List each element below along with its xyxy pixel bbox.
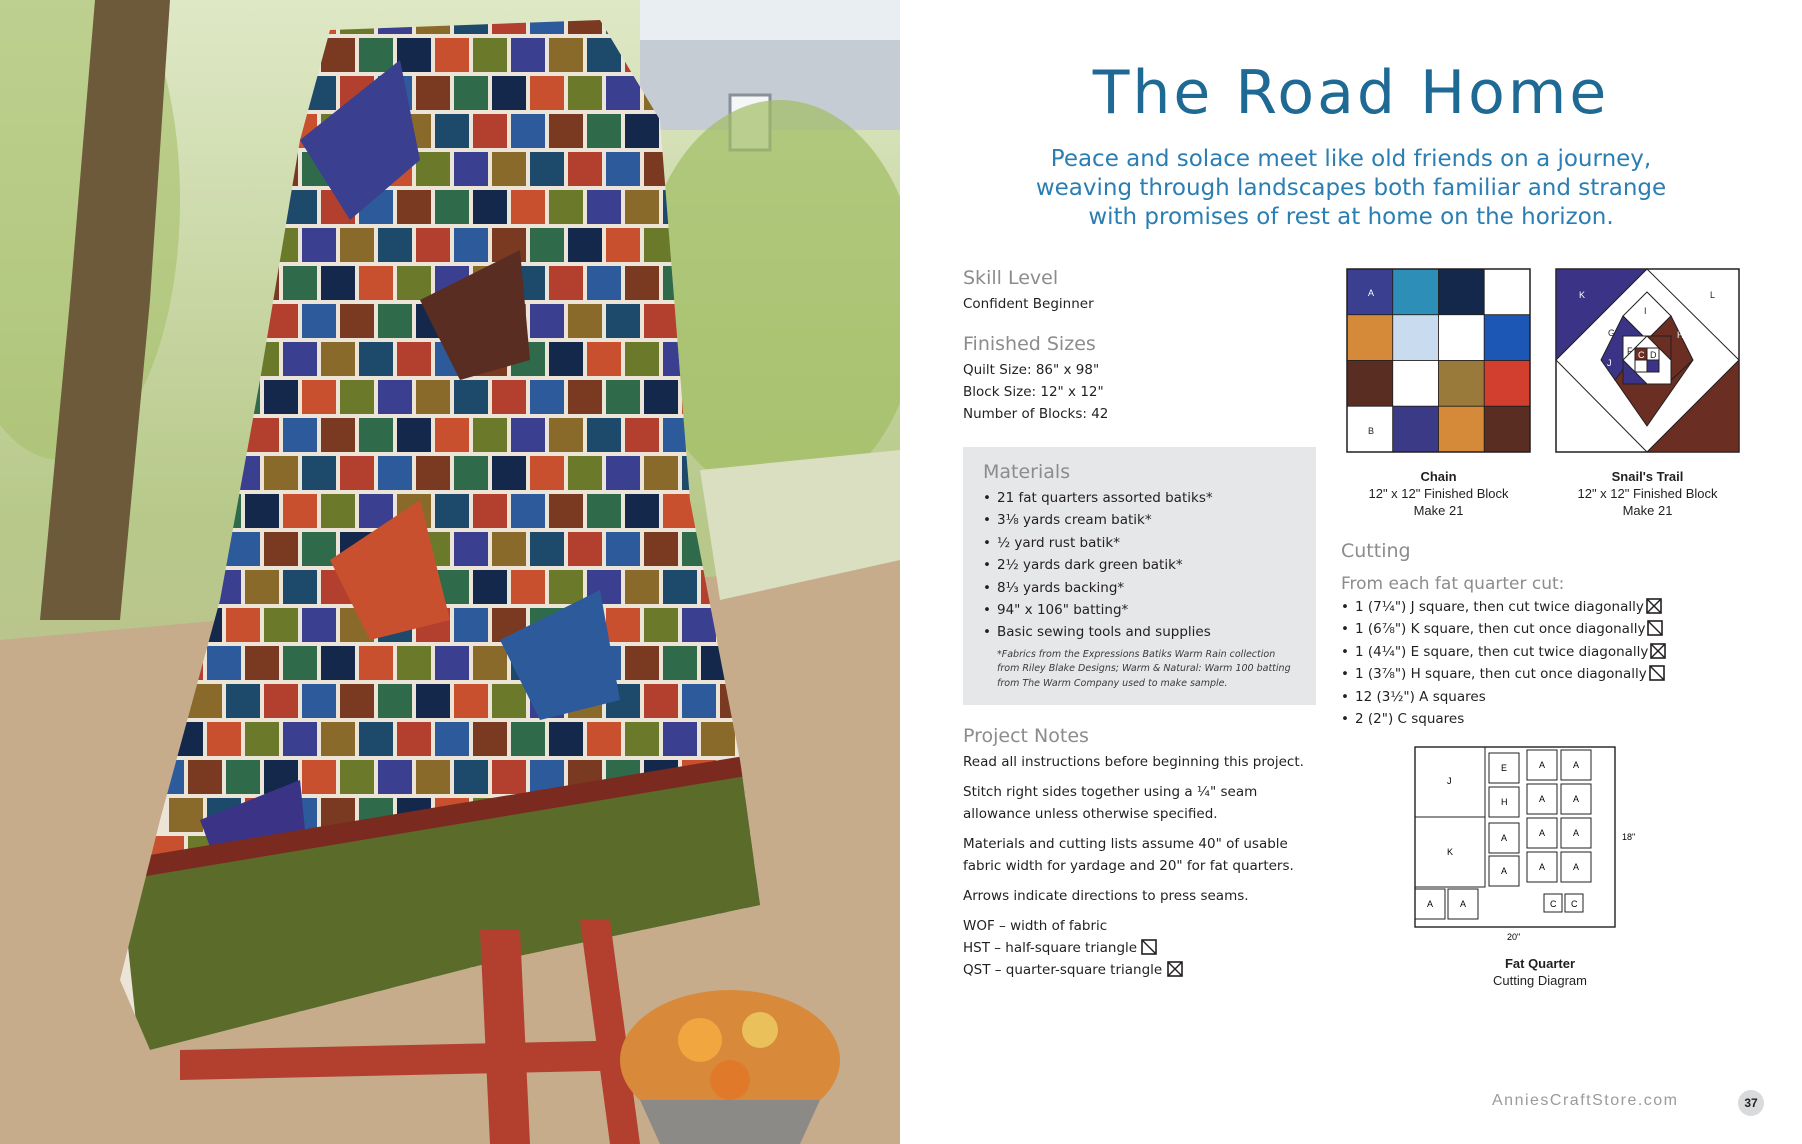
- materials-item: • 8⅓ yards backing*: [983, 577, 1296, 599]
- quilt-patch: [283, 570, 317, 604]
- quilt-patch: [549, 114, 583, 148]
- fq-label-c: C: [1550, 899, 1557, 909]
- chain-patch: [1439, 406, 1485, 452]
- intro-line: with promises of rest at home on the horizon.: [1088, 204, 1614, 230]
- quilt-patch: [397, 190, 431, 224]
- quilt-patch: [302, 684, 336, 718]
- qst-icon: [1650, 643, 1666, 659]
- materials-box: [963, 447, 1316, 705]
- quilt-patch: [416, 456, 450, 490]
- quilt-patch: [454, 228, 488, 262]
- quilt-patch: [283, 722, 317, 756]
- finished-sizes-section: [963, 333, 1303, 425]
- abbrev-hst-text: HST – half-square triangle: [963, 940, 1138, 956]
- quilt-patch: [625, 190, 659, 224]
- qst-icon: [1646, 598, 1662, 614]
- snail-label: J: [1607, 358, 1612, 368]
- skill-level-heading: Skill Level: [963, 267, 1059, 289]
- quilt-patch: [302, 304, 336, 338]
- materials-item: • 21 fat quarters assorted batiks*: [983, 487, 1296, 509]
- quilt-patch: [340, 228, 374, 262]
- materials-item: • 2½ yards dark green batik*: [983, 554, 1296, 576]
- quilt-patch: [359, 342, 393, 376]
- quilt-patch: [435, 38, 469, 72]
- quilt-patch: [321, 494, 355, 528]
- note-paragraph: Arrows indicate directions to press seams.: [963, 888, 1249, 904]
- chain-size: 12" x 12" Finished Block: [1368, 486, 1509, 501]
- quilt-patch: [283, 266, 317, 300]
- quilt-patch: [207, 646, 241, 680]
- abbrev-qst-text: QST – quarter-square triangle: [963, 962, 1163, 978]
- materials-item: • 94" x 106" batting*: [983, 599, 1296, 621]
- quilt-patch: [435, 646, 469, 680]
- quilt-patch: [435, 494, 469, 528]
- quilt-patch: [397, 266, 431, 300]
- qst-icon: [1167, 961, 1183, 977]
- cutting-item: [1341, 641, 1701, 663]
- quilt-patch: [549, 266, 583, 300]
- chain-patch: [1484, 406, 1530, 452]
- quilt-patch: [454, 684, 488, 718]
- quilt-patch: [264, 456, 298, 490]
- quilt-patch: [226, 760, 260, 794]
- cutting-item: [1341, 686, 1701, 708]
- quilt-patch: [625, 646, 659, 680]
- quilt-patch: [359, 38, 393, 72]
- quilt-patch: [568, 76, 602, 110]
- quilt-patch: [359, 722, 393, 756]
- snail-label: E: [1651, 322, 1658, 332]
- skill-level-section: [963, 267, 1303, 315]
- quilt-patch: [321, 266, 355, 300]
- hst-icon: [1647, 620, 1663, 636]
- quilt-patch: [473, 722, 507, 756]
- page-title: The Road Home: [1092, 58, 1610, 128]
- quilt-patch: [492, 532, 526, 566]
- quilt-patch: [454, 760, 488, 794]
- quilt-patch: [245, 494, 279, 528]
- snail-label: H: [1677, 330, 1684, 340]
- cutting-item: [1341, 708, 1701, 730]
- quilt-patch: [663, 646, 697, 680]
- snail-label: I: [1644, 306, 1647, 316]
- snail-label: F: [1627, 346, 1633, 356]
- materials-item: • 3⅛ yards cream batik*: [983, 509, 1296, 531]
- quilt-patch: [397, 722, 431, 756]
- project-notes-section: [963, 725, 1323, 981]
- quilt-patch: [397, 38, 431, 72]
- quilt-patch: [625, 114, 659, 148]
- fq-label-a: A: [1573, 828, 1580, 838]
- quilt-patch: [663, 570, 697, 604]
- quilt-patch: [549, 494, 583, 528]
- chain-block-diagram: [1346, 268, 1531, 453]
- abbrev-hst: [963, 937, 1323, 959]
- materials-heading: Materials: [983, 461, 1071, 483]
- skill-level-value: Confident Beginner: [963, 296, 1094, 312]
- quilt-patch: [321, 418, 355, 452]
- quilt-patch: [378, 304, 412, 338]
- quilt-patch: [473, 494, 507, 528]
- snail-label: C: [1638, 350, 1645, 360]
- quilt-patch: [530, 152, 564, 186]
- quilt-patch: [321, 342, 355, 376]
- snails-trail-block: [1555, 268, 1740, 519]
- quilt-patch: [473, 38, 507, 72]
- note-paragraph: Read all instructions before beginning this project.: [963, 754, 1304, 770]
- quilt-patch: [207, 722, 241, 756]
- quilt-patch: [435, 418, 469, 452]
- quilt-patch: [473, 418, 507, 452]
- quilt-patch: [511, 190, 545, 224]
- chain-patch: [1393, 315, 1439, 361]
- quilt-patch: [511, 418, 545, 452]
- quilt-patch: [568, 304, 602, 338]
- fq-label-a: A: [1539, 862, 1546, 872]
- quilt-patch: [568, 456, 602, 490]
- quilt-patch: [283, 418, 317, 452]
- quilt-patch: [378, 380, 412, 414]
- quilt-patch: [378, 456, 412, 490]
- chain-patch: [1484, 269, 1530, 315]
- fq-subtitle: Cutting Diagram: [1493, 973, 1587, 988]
- quilt-patch: [492, 684, 526, 718]
- cutting-item-text: 1 (6⅞") K square, then cut once diagonally: [1355, 621, 1646, 638]
- quilt-patch: [587, 342, 621, 376]
- quilt-patch: [454, 76, 488, 110]
- chain-patch: [1484, 361, 1530, 407]
- chain-patch: [1393, 269, 1439, 315]
- quilt-patch: [644, 608, 678, 642]
- quilt-patch: [587, 114, 621, 148]
- chain-patch: [1393, 406, 1439, 452]
- abbrev-qst: [963, 959, 1323, 981]
- quilt-patch: [568, 152, 602, 186]
- quilt-patch: [454, 608, 488, 642]
- quilt-patch: [416, 760, 450, 794]
- snails-trail-diagram: [1555, 268, 1740, 453]
- quilt-patch: [606, 532, 640, 566]
- quilt-patch: [340, 760, 374, 794]
- quilt-patch: [568, 380, 602, 414]
- materials-list: [983, 487, 1296, 644]
- materials-item: • ½ yard rust batik*: [983, 532, 1296, 554]
- quilt-patch: [625, 570, 659, 604]
- quilt-photo: [0, 0, 900, 1144]
- quilt-patch: [473, 570, 507, 604]
- quilt-patch: [701, 722, 735, 756]
- fq-label-a: A: [1427, 899, 1434, 909]
- quilt-patch: [473, 646, 507, 680]
- fq-caption: [1412, 955, 1668, 989]
- quilt-patch: [606, 152, 640, 186]
- snail-label: L: [1710, 290, 1716, 300]
- number-of-blocks: Number of Blocks: 42: [963, 406, 1109, 422]
- quilt-patch: [625, 418, 659, 452]
- quilt-patch: [473, 190, 507, 224]
- snail-size: 12" x 12" Finished Block: [1577, 486, 1718, 501]
- chain-patch: [1347, 315, 1393, 361]
- quilt-patch: [568, 532, 602, 566]
- quilt-patch: [530, 76, 564, 110]
- quilt-patch: [625, 266, 659, 300]
- note-paragraph: Stitch right sides together using a ¼" seam allowance unless otherwise specified.: [963, 784, 1258, 822]
- chain-label-b: B: [1368, 426, 1375, 436]
- quilt-patch: [644, 684, 678, 718]
- quilt-patch: [226, 684, 260, 718]
- cutting-item: [1341, 618, 1701, 640]
- quilt-patch: [511, 722, 545, 756]
- chain-label-a: A: [1368, 288, 1375, 298]
- snail-label: K: [1579, 290, 1586, 300]
- quilt-patch: [644, 380, 678, 414]
- fq-label-a: A: [1573, 862, 1580, 872]
- quilt-patch: [416, 684, 450, 718]
- chain-name: Chain: [1420, 469, 1457, 484]
- quilt-patch: [340, 380, 374, 414]
- quilt-patch: [606, 456, 640, 490]
- quilt-patch: [397, 418, 431, 452]
- quilt-patch: [682, 608, 716, 642]
- fq-label-h: H: [1501, 797, 1508, 807]
- quilt-patch: [302, 608, 336, 642]
- quilt-patch: [568, 228, 602, 262]
- intro-line: weaving through landscapes both familiar and strange: [1035, 175, 1667, 201]
- quilt-patch: [663, 722, 697, 756]
- quilt-patch: [511, 114, 545, 148]
- cutting-list: [1341, 596, 1701, 730]
- quilt-patch: [378, 228, 412, 262]
- quilt-patch: [321, 646, 355, 680]
- quilt-patch: [549, 38, 583, 72]
- fat-quarter-diagram: [1412, 744, 1668, 989]
- cutting-item: [1341, 663, 1701, 685]
- quilt-patch: [549, 570, 583, 604]
- block-size: Block Size: 12" x 12": [963, 384, 1104, 400]
- quilt-patch: [511, 494, 545, 528]
- quilt-patch: [302, 760, 336, 794]
- quilt-patch: [454, 456, 488, 490]
- quilt-patch: [549, 418, 583, 452]
- cutting-item-text: 1 (7¼") J square, then cut twice diagonally: [1355, 599, 1644, 615]
- quilt-patch: [454, 532, 488, 566]
- fat-quarter-svg: [1412, 744, 1668, 944]
- intro-line: Peace and solace meet like old friends on a journey,: [1050, 146, 1652, 172]
- cutting-item-text: 1 (3⅞") H square, then cut once diagonally: [1355, 666, 1647, 683]
- quilt-patch: [283, 646, 317, 680]
- quilt-size: Quilt Size: 86" x 98": [963, 362, 1100, 378]
- quilt-patch: [492, 380, 526, 414]
- cutting-item: [1341, 596, 1701, 618]
- fq-label-c: C: [1571, 899, 1578, 909]
- quilt-patch: [644, 456, 678, 490]
- quilt-patch: [397, 342, 431, 376]
- fq-label-a: A: [1573, 794, 1580, 804]
- hst-icon: [1649, 665, 1665, 681]
- cutting-subheading: From each fat quarter cut:: [1341, 574, 1565, 594]
- fq-height-label: 18": [1622, 832, 1636, 842]
- quilt-patch: [245, 646, 279, 680]
- fq-label-a: A: [1460, 899, 1467, 909]
- quilt-patch: [473, 114, 507, 148]
- quilt-patch: [245, 570, 279, 604]
- quilt-patch: [625, 722, 659, 756]
- quilt-patch: [587, 190, 621, 224]
- fq-title: Fat Quarter: [1504, 956, 1576, 971]
- fq-label-a: A: [1573, 760, 1580, 770]
- quilt-patch: [340, 304, 374, 338]
- chain-patch: [1484, 315, 1530, 361]
- quilt-patch: [511, 570, 545, 604]
- quilt-patch: [644, 532, 678, 566]
- quilt-patch: [606, 76, 640, 110]
- quilt-patch: [492, 760, 526, 794]
- quilt-patch: [492, 152, 526, 186]
- cutting-item-text: 1 (4¼") E square, then cut twice diagonally: [1355, 643, 1649, 660]
- cutting-item-text: 2 (2") C squares: [1355, 711, 1465, 728]
- quilt-patch: [606, 228, 640, 262]
- chain-patch: [1439, 361, 1485, 407]
- page-number: 37: [1738, 1090, 1764, 1116]
- quilt-patch: [340, 684, 374, 718]
- snail-label: G: [1608, 328, 1616, 338]
- quilt-patch: [530, 380, 564, 414]
- chain-make: Make 21: [1413, 503, 1464, 518]
- quilt-patch: [416, 152, 450, 186]
- quilt-patch: [416, 380, 450, 414]
- quilt-patch: [530, 532, 564, 566]
- quilt-patch: [321, 722, 355, 756]
- quilt-patch: [530, 456, 564, 490]
- quilt-patch: [188, 760, 222, 794]
- note-paragraph: Materials and cutting lists assume 40" of usable fabric width for yardage and 20" for fat quarters.: [963, 836, 1294, 874]
- quilt-patch: [302, 380, 336, 414]
- quilt-patch: [378, 684, 412, 718]
- quilt-patch: [549, 190, 583, 224]
- quilt-patch: [606, 380, 640, 414]
- quilt-patch: [587, 266, 621, 300]
- fq-label-a: A: [1539, 828, 1546, 838]
- snail-make: Make 21: [1622, 503, 1673, 518]
- fq-label-e: E: [1501, 763, 1508, 773]
- hst-icon: [1141, 939, 1157, 955]
- chain-patch: [1347, 361, 1393, 407]
- chain-caption: [1346, 468, 1531, 519]
- quilt-patch: [264, 380, 298, 414]
- quilt-patch: [435, 190, 469, 224]
- quilt-patch: [302, 228, 336, 262]
- quilt-patch: [454, 152, 488, 186]
- quilt-patch: [378, 760, 412, 794]
- quilt-patch: [587, 722, 621, 756]
- quilt-patch: [416, 228, 450, 262]
- quilt-patch: [264, 608, 298, 642]
- quilt-patch: [359, 646, 393, 680]
- quilt-patch: [435, 114, 469, 148]
- fq-label-k: K: [1447, 847, 1454, 857]
- fq-label-a: A: [1501, 866, 1508, 876]
- quilt-patch: [340, 456, 374, 490]
- quilt-patch: [530, 304, 564, 338]
- quilt-patch: [359, 418, 393, 452]
- quilt-patch: [226, 608, 260, 642]
- quilt-patch: [549, 722, 583, 756]
- quilt-patch: [492, 456, 526, 490]
- cutting-heading: Cutting: [1341, 540, 1411, 562]
- quilt-patch: [644, 304, 678, 338]
- quilt-patch: [682, 684, 716, 718]
- quilt-patch: [606, 304, 640, 338]
- quilt-patch: [530, 228, 564, 262]
- quilt-patch: [492, 76, 526, 110]
- quilt-patch: [169, 798, 203, 832]
- fq-width-label: 20": [1507, 932, 1521, 942]
- quilt-patch: [416, 76, 450, 110]
- quilt-patch: [435, 722, 469, 756]
- quilt-patch: [625, 494, 659, 528]
- fq-label-j: J: [1447, 776, 1452, 786]
- quilt-patch: [454, 380, 488, 414]
- quilt-patch: [359, 266, 393, 300]
- quilt-patch: [587, 418, 621, 452]
- quilt-patch: [511, 38, 545, 72]
- chain-patch: [1393, 361, 1439, 407]
- quilt-patch: [264, 684, 298, 718]
- fq-label-a: A: [1539, 760, 1546, 770]
- snail-name: Snail's Trail: [1611, 469, 1684, 484]
- quilt-patch: [606, 608, 640, 642]
- materials-item: • Basic sewing tools and supplies: [983, 621, 1296, 643]
- cutting-item-text: 12 (3½") A squares: [1355, 688, 1486, 705]
- snail-label: D: [1650, 350, 1657, 360]
- intro-text: [1020, 145, 1682, 232]
- snail-caption: [1555, 468, 1740, 519]
- quilt-patch: [397, 646, 431, 680]
- chain-patch: [1439, 315, 1485, 361]
- quilt-patch: [245, 722, 279, 756]
- fq-label-a: A: [1501, 833, 1508, 843]
- materials-footnote: *Fabrics from the Expressions Batiks Warm Rain collection from Riley Blake Designs; Warm & Natural: Warm 100 batting from The Warm Company used to make sample.: [997, 648, 1291, 689]
- fq-label-a: A: [1539, 794, 1546, 804]
- quilt-patch: [587, 494, 621, 528]
- quilt-patch: [549, 342, 583, 376]
- cutting-section: [1341, 540, 1701, 730]
- abbrev-wof: WOF – width of fabric: [963, 918, 1108, 934]
- chain-patch: [1439, 269, 1485, 315]
- quilt-patch: [283, 342, 317, 376]
- pattern-page: [900, 0, 1802, 1144]
- quilt-patch: [625, 342, 659, 376]
- chain-block: [1346, 268, 1531, 519]
- project-notes-heading: Project Notes: [963, 725, 1089, 747]
- quilt-patch: [302, 456, 336, 490]
- footer-url: AnniesCraftStore.com: [1492, 1092, 1679, 1109]
- quilt-patch: [264, 532, 298, 566]
- quilt-patch: [283, 494, 317, 528]
- finished-sizes-heading: Finished Sizes: [963, 333, 1096, 355]
